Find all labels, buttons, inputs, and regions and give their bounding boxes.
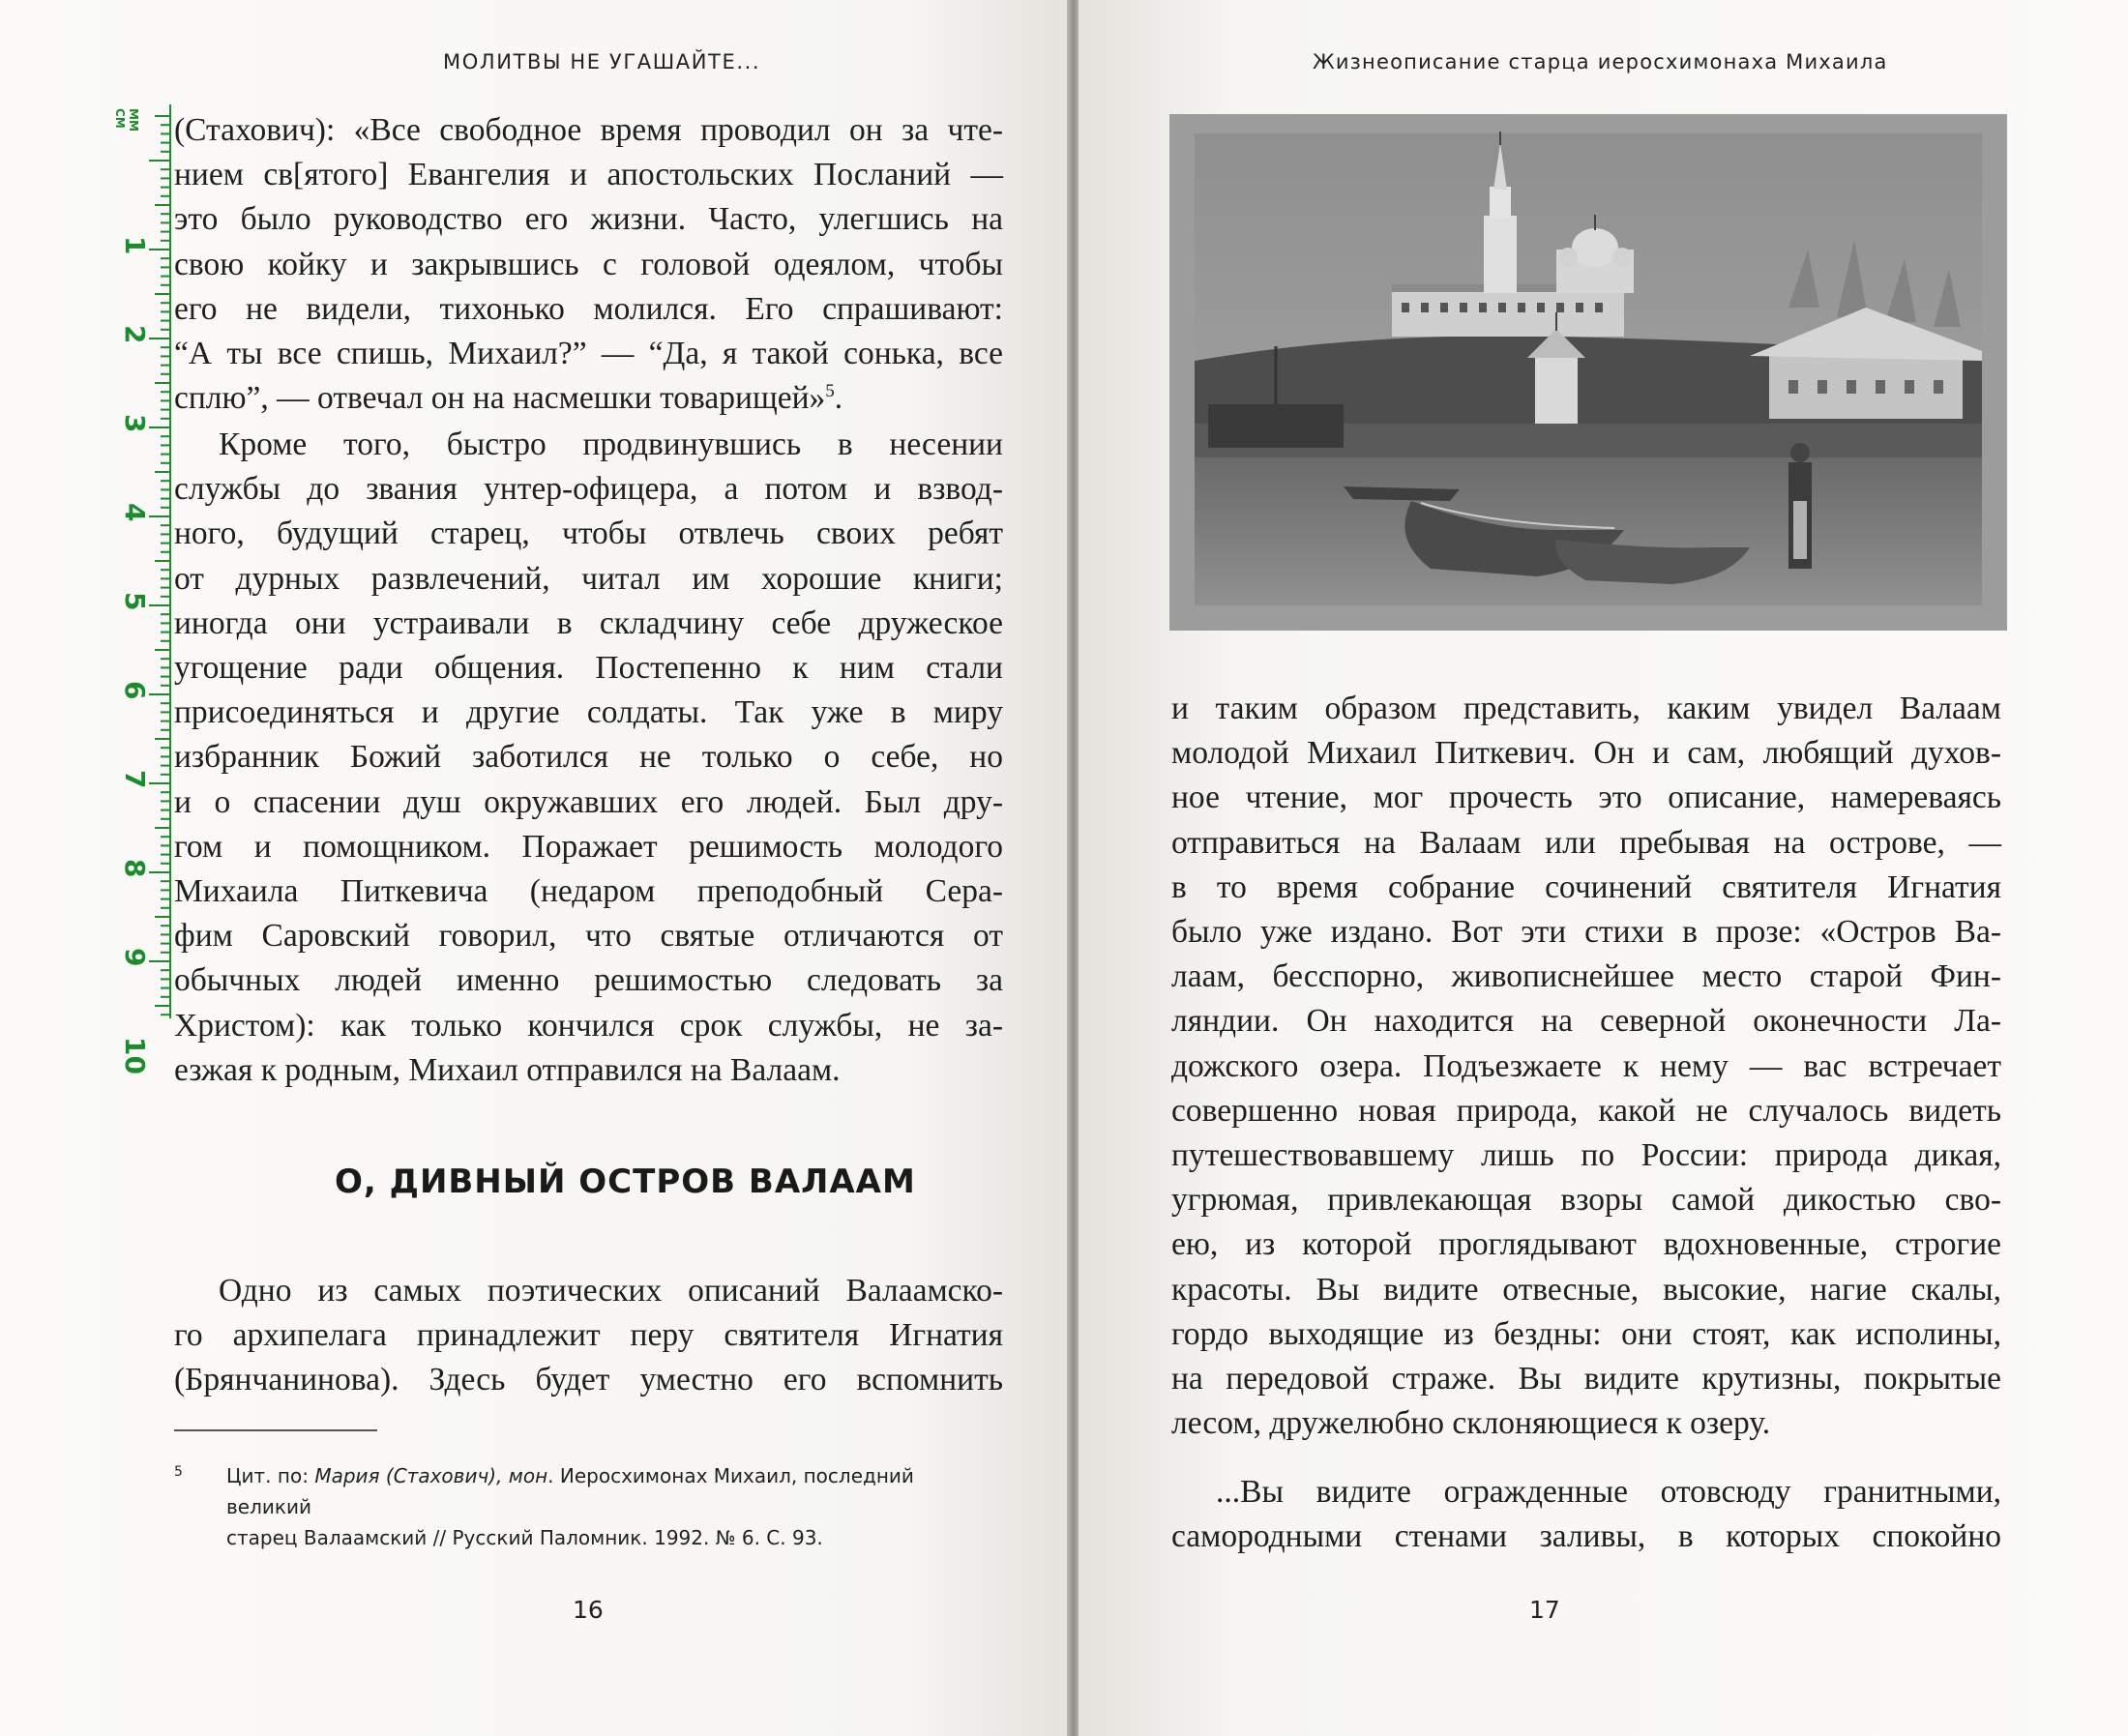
ruler-number: 2 bbox=[119, 325, 151, 344]
left-paragraph-2 bbox=[174, 423, 1003, 1093]
page-number-right: 17 bbox=[1529, 1596, 1560, 1624]
footnote-number: 5 bbox=[174, 1464, 183, 1480]
text-line: от дурных развлечений, читал им хорошие книги; bbox=[174, 560, 1003, 597]
text-line: самородными стенами заливы, в которых спокойно bbox=[1171, 1518, 2001, 1555]
left-paragraph-1 bbox=[174, 108, 1003, 421]
text-line: лесом, дружелюбно склоняющиеся к озеру. bbox=[1171, 1405, 1771, 1442]
text-line: угощение ради общения. Постепенно к ним стали bbox=[174, 650, 1003, 687]
monastery-photo bbox=[1169, 114, 2007, 631]
text-line: отправиться на Валаам или пребывая на острове, — bbox=[1171, 824, 2001, 861]
text-line: езжая к родным, Михаил отправился на Валаам. bbox=[174, 1051, 841, 1088]
right-paragraph-2 bbox=[1171, 1470, 2001, 1559]
text-line: гом и помощником. Поражает решимость молодого bbox=[174, 828, 1003, 865]
text-line: совершенно новая природа, какой не случалось видеть bbox=[1171, 1092, 2001, 1129]
text-line: ляндии. Он находится на северной оконечности Ла- bbox=[1171, 1003, 2001, 1040]
running-head-right: Жизнеописание старца иеросхимонаха Михаила bbox=[1313, 50, 1888, 74]
text-line: дожского озера. Подъезжаете к нему — вас встречает bbox=[1171, 1047, 2001, 1084]
text-line: в то время собрание сочинений святителя Игнатия bbox=[1171, 868, 2001, 905]
ruler-unit-mm: ММ bbox=[127, 108, 140, 132]
text-line: ...Вы видите огражденные отовсюду гранитными, bbox=[1216, 1474, 2001, 1510]
left-paragraph-3 bbox=[174, 1269, 1003, 1403]
ruler-number: 8 bbox=[119, 859, 151, 878]
ruler-number: 3 bbox=[119, 414, 151, 433]
text-line: Кроме того, быстро продвинувшись в несении bbox=[219, 427, 1003, 462]
text-line: иногда они устраивали в складчину себе дружеское bbox=[174, 604, 1003, 641]
text-line: угрюмая, привлекающая взоры самой дикостью сво- bbox=[1171, 1182, 2001, 1219]
text-line: Одно из самых поэтических описаний Валаамско- bbox=[219, 1273, 1003, 1309]
ruler-number: 6 bbox=[119, 681, 151, 700]
text-line: на передовой страже. Вы видите крутизны, покрытые bbox=[1171, 1361, 2001, 1398]
text-line: лаам, бесспорно, живописнейшее место старой Фин- bbox=[1171, 958, 2001, 995]
sentence-end: . bbox=[834, 380, 843, 417]
text-line: присоединяться и другие солдаты. Так уже в миру bbox=[174, 694, 1003, 731]
text-line: ное чтение, мог прочесть это описание, намереваясь bbox=[1171, 780, 2001, 816]
footnote-line-2: старец Валаамский // Русский Паломник. 1992. № 6. С. 93. bbox=[226, 1526, 823, 1549]
footnote-line-1 bbox=[226, 1460, 977, 1522]
text-line: это было руководство его жизни. Часто, улегшись на bbox=[174, 201, 1003, 238]
text-line: путешествовавшему лишь по России: природа дикая, bbox=[1171, 1137, 2001, 1174]
footnote-reference: 5 bbox=[825, 381, 835, 402]
text-line: было уже издано. Вот эти стихи в прозе: «Остров Ва- bbox=[1171, 914, 2001, 951]
text-line: нием св[ятого] Евангелия и апостольских Посланий — bbox=[174, 157, 1003, 193]
right-paragraph-1 bbox=[1171, 687, 2001, 1446]
text-line: молодой Михаил Питкевич. Он и сам, любящий духов- bbox=[1171, 735, 2001, 772]
running-head-left: МОЛИТВЫ НЕ УГАШАЙТЕ... bbox=[443, 50, 761, 74]
text-line: и таким образом представить, каким увидел Валаам bbox=[1171, 691, 2001, 726]
footnote-author: Мария (Стахович), мон bbox=[314, 1464, 548, 1487]
text-line: Михаила Питкевича (недаром преподобный Сера- bbox=[174, 873, 1003, 910]
ruler-number: 4 bbox=[119, 503, 151, 522]
ruler-number: 9 bbox=[119, 948, 151, 967]
footnote-prefix: Цит. по: bbox=[226, 1464, 315, 1487]
text-line: красоты. Вы видите отвесные, высокие, нагие скалы, bbox=[1171, 1271, 2001, 1308]
footnote-divider bbox=[174, 1429, 377, 1431]
text-line: го архипелага принадлежит перу святителя Игнатия bbox=[174, 1317, 1003, 1354]
footnote bbox=[174, 1460, 977, 1553]
section-heading: О, ДИВНЫЙ ОСТРОВ ВАЛААМ bbox=[335, 1162, 916, 1201]
right-page bbox=[1079, 0, 2128, 1736]
text-line: сплю”, — отвечал он на насмешки товарищей» bbox=[174, 380, 826, 417]
text-line: “А ты все спишь, Михаил?” — “Да, я такой сонька, все bbox=[174, 336, 1003, 372]
text-line: избранник Божий заботился не только о себе, но bbox=[174, 739, 1003, 776]
text-line: его не видели, тихонько молился. Его спрашивают: bbox=[174, 290, 1003, 327]
text-line: ею, из которой проглядывают вдохновенные, строгие bbox=[1171, 1226, 2001, 1263]
ruler-number: 1 bbox=[119, 236, 151, 255]
ruler-number: 7 bbox=[119, 770, 151, 789]
text-line: свою койку и закрывшись с головой одеялом, чтобы bbox=[174, 246, 1003, 282]
text-line-last bbox=[174, 376, 1003, 421]
ruler-icon bbox=[113, 104, 172, 1074]
ruler-unit-cm: СМ bbox=[113, 108, 127, 129]
ruler-number: 10 bbox=[119, 1037, 151, 1074]
text-line: и о спасении душ окружавших его людей. Был дру- bbox=[174, 783, 1003, 820]
text-line: обычных людей именно решимостью следовать за bbox=[174, 962, 1003, 999]
text-line: службы до звания унтер-офицера, а потом и взвод- bbox=[174, 471, 1003, 508]
text-line: Христом): как только кончился срок службы, не за- bbox=[174, 1007, 1003, 1044]
text-line: ного, будущий старец, чтобы отвлечь своих ребят bbox=[174, 515, 1003, 552]
footnote-title: . Иеросхимонах Михаил, последний великий bbox=[226, 1464, 914, 1518]
text-line: фим Саровский говорил, что святые отличаются от bbox=[174, 918, 1003, 955]
text-line: (Брянчанинова). Здесь будет уместно его вспомнить bbox=[174, 1362, 1003, 1398]
ruler-number: 5 bbox=[119, 592, 151, 611]
text-line: (Стахович): «Все свободное время проводил он за чте- bbox=[174, 112, 1003, 148]
text-line: гордо выходящие из бездны: они стоят, как исполины, bbox=[1171, 1315, 2001, 1352]
page-number-left: 16 bbox=[573, 1596, 604, 1624]
